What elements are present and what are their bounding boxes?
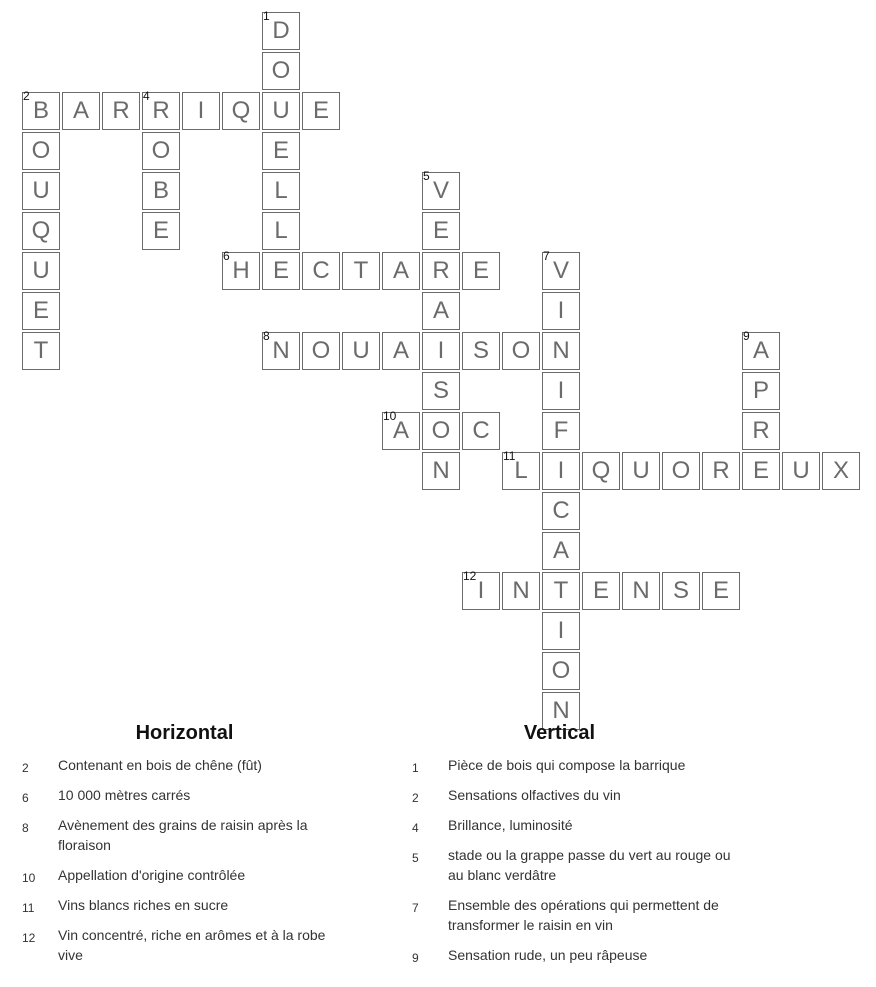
cell-letter: O	[551, 657, 571, 684]
cell-letter: A	[552, 537, 569, 564]
grid-cell[interactable]	[422, 372, 460, 410]
grid-cell[interactable]	[302, 92, 340, 130]
grid-cell[interactable]	[262, 212, 300, 250]
grid-cell[interactable]	[542, 332, 580, 370]
cell-number: 1	[263, 9, 270, 23]
grid-cell[interactable]	[542, 612, 580, 650]
grid-cell[interactable]	[582, 572, 620, 610]
grid-cell[interactable]	[262, 172, 300, 210]
horizontal-clues-title: Horizontal	[135, 722, 234, 744]
grid-cell[interactable]	[582, 452, 620, 490]
cell-number: 11	[503, 449, 516, 463]
cell-letter: I	[557, 377, 565, 404]
grid-cell[interactable]	[542, 492, 580, 530]
grid-cell[interactable]	[342, 332, 380, 370]
cell-letter: O	[271, 57, 291, 84]
cell-letter: S	[472, 337, 489, 364]
grid-cell[interactable]	[702, 452, 740, 490]
cell-letter: Q	[591, 457, 611, 484]
grid-cell[interactable]	[462, 412, 500, 450]
vertical-clues	[412, 722, 752, 975]
grid-cell[interactable]	[742, 412, 780, 450]
cell-letter: C	[472, 417, 490, 444]
grid-cell[interactable]	[142, 212, 180, 250]
cell-letter: E	[472, 257, 489, 284]
clue-text: Brillance, luminosité	[448, 817, 573, 833]
cell-number: 9	[743, 329, 750, 343]
clue-number: 10	[22, 871, 36, 885]
cell-letter: O	[671, 457, 691, 484]
cell-letter: L	[274, 217, 288, 244]
clue-item	[412, 895, 752, 935]
clue-item	[22, 785, 362, 805]
cell-number: 4	[143, 89, 150, 103]
cell-letter: B	[152, 177, 169, 204]
cell-letter: N	[632, 577, 650, 604]
cell-letter: E	[592, 577, 609, 604]
cell-letter: P	[752, 377, 769, 404]
grid-cell[interactable]	[502, 332, 540, 370]
cell-letter: E	[752, 457, 769, 484]
clue-text: 10 000 mètres carrés	[58, 787, 191, 803]
grid-cell[interactable]	[422, 412, 460, 450]
cell-letter: H	[232, 257, 250, 284]
clue-number: 2	[22, 761, 29, 775]
cell-letter: E	[272, 257, 289, 284]
cell-letter: V	[432, 177, 449, 204]
cell-letter: Q	[231, 97, 251, 124]
cell-letter: I	[437, 337, 445, 364]
clue-number: 7	[412, 901, 419, 915]
cell-letter: N	[512, 577, 530, 604]
cell-letter: E	[272, 137, 289, 164]
cell-letter: N	[272, 337, 290, 364]
cell-letter: I	[197, 97, 205, 124]
grid-cell[interactable]	[502, 449, 540, 490]
cell-number: 10	[383, 409, 397, 423]
grid-cell[interactable]	[462, 332, 500, 370]
clue-item	[22, 895, 362, 915]
cell-letter: E	[432, 217, 449, 244]
clue-item	[22, 865, 362, 885]
horizontal-clues	[22, 722, 362, 975]
grid-cell[interactable]	[542, 452, 580, 490]
grid-cell[interactable]	[622, 452, 660, 490]
grid-cell[interactable]	[342, 252, 380, 290]
grid-cell[interactable]	[222, 92, 260, 130]
grid-cell[interactable]	[542, 652, 580, 690]
grid-cell[interactable]	[262, 132, 300, 170]
cell-letter: S	[672, 577, 689, 604]
grid-cell[interactable]	[62, 92, 100, 130]
cell-letter: E	[712, 577, 729, 604]
cell-letter: A	[392, 417, 409, 444]
cell-letter: C	[552, 497, 570, 524]
grid-cell[interactable]	[542, 292, 580, 330]
cell-letter: R	[712, 457, 730, 484]
cell-letter: N	[432, 457, 450, 484]
grid-cell[interactable]	[742, 329, 780, 370]
grid-cell[interactable]	[22, 292, 60, 330]
grid-cell[interactable]	[382, 332, 420, 370]
clue-text: Vin concentré, riche en arômes et à la robe vive	[58, 927, 326, 963]
grid-cell[interactable]	[462, 252, 500, 290]
cell-letter: O	[431, 417, 451, 444]
grid-cell[interactable]	[382, 409, 420, 450]
cell-letter: O	[511, 337, 531, 364]
clue-number: 8	[22, 821, 29, 835]
clue-number: 5	[412, 851, 419, 865]
grid-cell[interactable]	[782, 452, 820, 490]
cell-letter: N	[552, 337, 570, 364]
grid-cell[interactable]	[182, 92, 220, 130]
cell-letter: I	[557, 457, 565, 484]
grid-cell[interactable]	[822, 452, 860, 490]
cell-letter: N	[552, 697, 570, 724]
cell-letter: U	[792, 457, 810, 484]
clue-number: 2	[412, 791, 419, 805]
grid-cell[interactable]	[302, 252, 340, 290]
clue-number: 12	[22, 931, 36, 945]
cell-letter: O	[151, 137, 171, 164]
clue-text: Vins blancs riches en sucre	[58, 897, 229, 913]
grid-cell[interactable]	[262, 252, 300, 290]
clue-number: 4	[412, 821, 419, 835]
cell-letter: A	[432, 297, 449, 324]
grid-cell[interactable]	[142, 172, 180, 210]
grid-cell[interactable]	[542, 249, 580, 290]
grid-cell[interactable]	[262, 9, 300, 50]
cell-number: 2	[23, 89, 30, 103]
cell-number: 8	[263, 329, 270, 343]
cell-letter: R	[112, 97, 130, 124]
clue-text: Pièce de bois qui compose la barrique	[448, 757, 686, 773]
clue-number: 6	[22, 791, 29, 805]
cell-letter: L	[514, 457, 528, 484]
grid-cell[interactable]	[262, 329, 300, 370]
cell-letter: I	[557, 617, 565, 644]
grid-cell[interactable]	[102, 92, 140, 130]
grid-cell[interactable]	[542, 372, 580, 410]
grid-cell[interactable]	[702, 572, 740, 610]
cell-letter: T	[33, 337, 49, 364]
grid-cell[interactable]	[22, 132, 60, 170]
grid-cell[interactable]	[142, 89, 180, 130]
grid-cell[interactable]	[22, 89, 60, 130]
grid-cell[interactable]	[22, 172, 60, 210]
clue-text: stade ou la grappe passe du vert au rouge ou au blanc verdâtre	[448, 847, 731, 883]
cell-letter: A	[392, 337, 409, 364]
clue-item	[412, 945, 752, 965]
clue-number: 11	[22, 901, 35, 915]
cell-letter: A	[392, 257, 409, 284]
cell-letter: A	[752, 337, 769, 364]
grid-cell[interactable]	[22, 252, 60, 290]
grid-cell[interactable]	[502, 572, 540, 610]
vertical-clues-title: Vertical	[523, 722, 596, 744]
grid-cell[interactable]	[142, 132, 180, 170]
grid-cell[interactable]	[742, 372, 780, 410]
cell-letter: A	[72, 97, 89, 124]
cell-letter: C	[312, 257, 330, 284]
cell-letter: I	[477, 577, 485, 604]
grid-cell[interactable]	[422, 292, 460, 330]
cell-number: 5	[423, 169, 430, 183]
clue-text: Ensemble des opérations qui permettent de transformer le raisin en vin	[448, 897, 719, 933]
clue-number: 9	[412, 951, 419, 965]
grid-cell[interactable]	[662, 452, 700, 490]
cell-letter: U	[32, 257, 50, 284]
cell-letter: F	[553, 417, 569, 444]
cell-number: 7	[543, 249, 550, 263]
cell-letter: R	[432, 257, 450, 284]
grid-cell[interactable]	[462, 569, 500, 610]
cell-letter: D	[272, 17, 290, 44]
clue-item	[412, 785, 752, 805]
clue-item	[22, 755, 362, 775]
grid-cell[interactable]	[542, 412, 580, 450]
cell-letter: E	[152, 217, 169, 244]
clue-text: Appellation d'origine contrôlée	[58, 867, 246, 883]
clue-item	[412, 815, 752, 835]
grid-cell[interactable]	[542, 572, 580, 610]
cell-letter: R	[752, 417, 770, 444]
grid-cell[interactable]	[22, 212, 60, 250]
clue-item	[22, 815, 362, 855]
cell-letter: I	[557, 297, 565, 324]
grid-cell[interactable]	[542, 532, 580, 570]
cell-letter: L	[274, 177, 288, 204]
cell-letter: T	[553, 577, 569, 604]
grid-cell[interactable]	[262, 92, 300, 130]
cell-letter: R	[152, 97, 170, 124]
clue-text: Sensation rude, un peu râpeuse	[448, 947, 648, 963]
grid-cell[interactable]	[742, 452, 780, 490]
clue-number: 1	[412, 761, 419, 775]
cell-letter: S	[432, 377, 449, 404]
grid-cell[interactable]	[422, 332, 460, 370]
cell-letter: T	[353, 257, 369, 284]
clue-item	[412, 755, 752, 775]
grid-cell[interactable]	[382, 252, 420, 290]
clue-item	[22, 925, 362, 965]
cell-number: 6	[223, 249, 230, 263]
grid-cell[interactable]	[422, 169, 460, 210]
clue-text: Avènement des grains de raisin après la floraison	[58, 817, 308, 853]
grid-cell[interactable]	[262, 52, 300, 90]
clue-text: Sensations olfactives du vin	[448, 787, 621, 803]
cell-letter: Q	[31, 217, 51, 244]
cell-letter: E	[312, 97, 329, 124]
cell-letter: O	[31, 137, 51, 164]
grid-cell[interactable]	[422, 212, 460, 250]
grid-cell[interactable]	[302, 332, 340, 370]
grid-cell[interactable]	[422, 452, 460, 490]
cell-letter: U	[352, 337, 370, 364]
cell-letter: X	[832, 457, 849, 484]
cell-letter: B	[32, 97, 49, 124]
grid-cell[interactable]	[662, 572, 700, 610]
cell-letter: U	[32, 177, 50, 204]
cell-letter: E	[32, 297, 49, 324]
grid-cell[interactable]	[422, 252, 460, 290]
clue-item	[412, 845, 752, 885]
grid-cell[interactable]	[22, 332, 60, 370]
grid-cell[interactable]	[222, 249, 260, 290]
clue-text: Contenant en bois de chêne (fût)	[58, 757, 262, 773]
cell-number: 12	[463, 569, 477, 583]
cell-letter: U	[632, 457, 650, 484]
cell-letter: V	[552, 257, 569, 284]
cell-letter: O	[311, 337, 331, 364]
grid-cell[interactable]	[622, 572, 660, 610]
cell-letter: U	[272, 97, 290, 124]
